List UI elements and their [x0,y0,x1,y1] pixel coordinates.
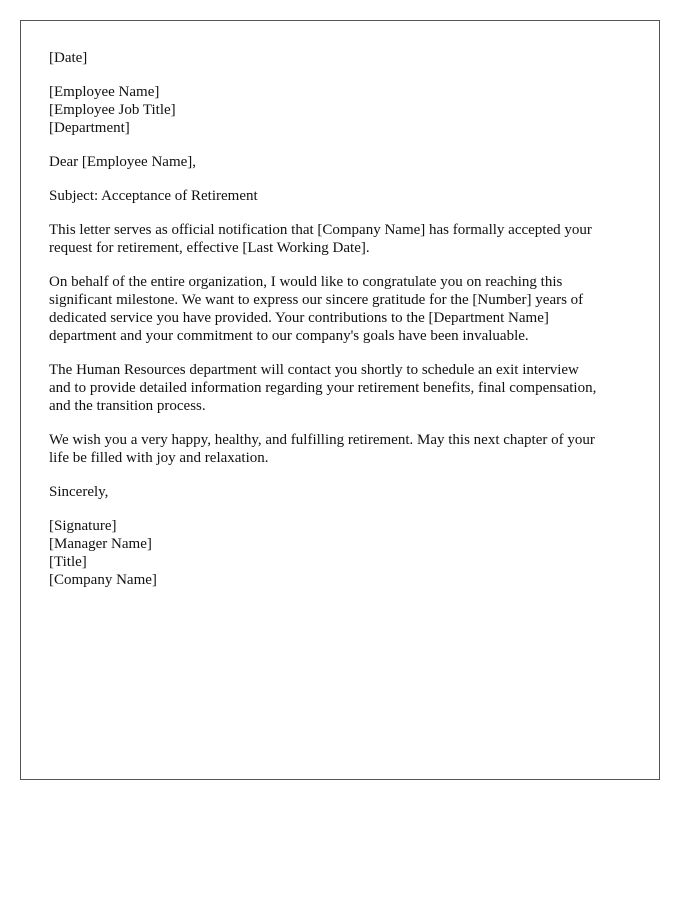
recipient-block [49,83,639,137]
letter-date: [Date] [49,50,88,66]
paragraph-line: department and your commitment to our company's goals have been invaluable. [49,328,529,344]
paragraph-hr-contact [49,361,639,415]
salutation: Dear [Employee Name], [49,154,197,170]
recipient-name: [Employee Name] [49,84,160,100]
paragraph-line: significant milestone. We want to express our sincere gratitude for the [Number] years of [49,292,584,308]
paragraph-line: and the transition process. [49,398,206,414]
closing: Sincerely, [49,484,109,500]
manager-title: [Title] [49,554,87,570]
recipient-job-title: [Employee Job Title] [49,102,176,118]
manager-name: [Manager Name] [49,536,152,552]
signature: [Signature] [49,518,117,534]
paragraph-line: We wish you a very happy, healthy, and fulfilling retirement. May this next chapter of your [49,432,595,448]
paragraph-line: dedicated service you have provided. Your contributions to the [Department Name] [49,310,549,326]
company-name: [Company Name] [49,572,157,588]
letter-page [20,20,660,780]
date-block [49,49,639,67]
recipient-department: [Department] [49,120,130,136]
salutation-block [49,153,639,171]
paragraph-line: request for retirement, effective [Last Working Date]. [49,240,370,256]
letter-body [49,49,639,605]
signature-block [49,517,639,589]
subject-line: Subject: Acceptance of Retirement [49,188,258,204]
paragraph-line: On behalf of the entire organization, I would like to congratulate you on reaching this [49,274,563,290]
paragraph-gratitude [49,273,639,345]
paragraph-wishes [49,431,639,467]
paragraph-acceptance [49,221,639,257]
closing-block [49,483,639,501]
paragraph-line: The Human Resources department will contact you shortly to schedule an exit interview [49,362,579,378]
paragraph-line: This letter serves as official notification that [Company Name] has formally accepted your [49,222,592,238]
paragraph-line: life be filled with joy and relaxation. [49,450,269,466]
paragraph-line: and to provide detailed information regarding your retirement benefits, final compensation, [49,380,597,396]
subject-block [49,187,639,205]
